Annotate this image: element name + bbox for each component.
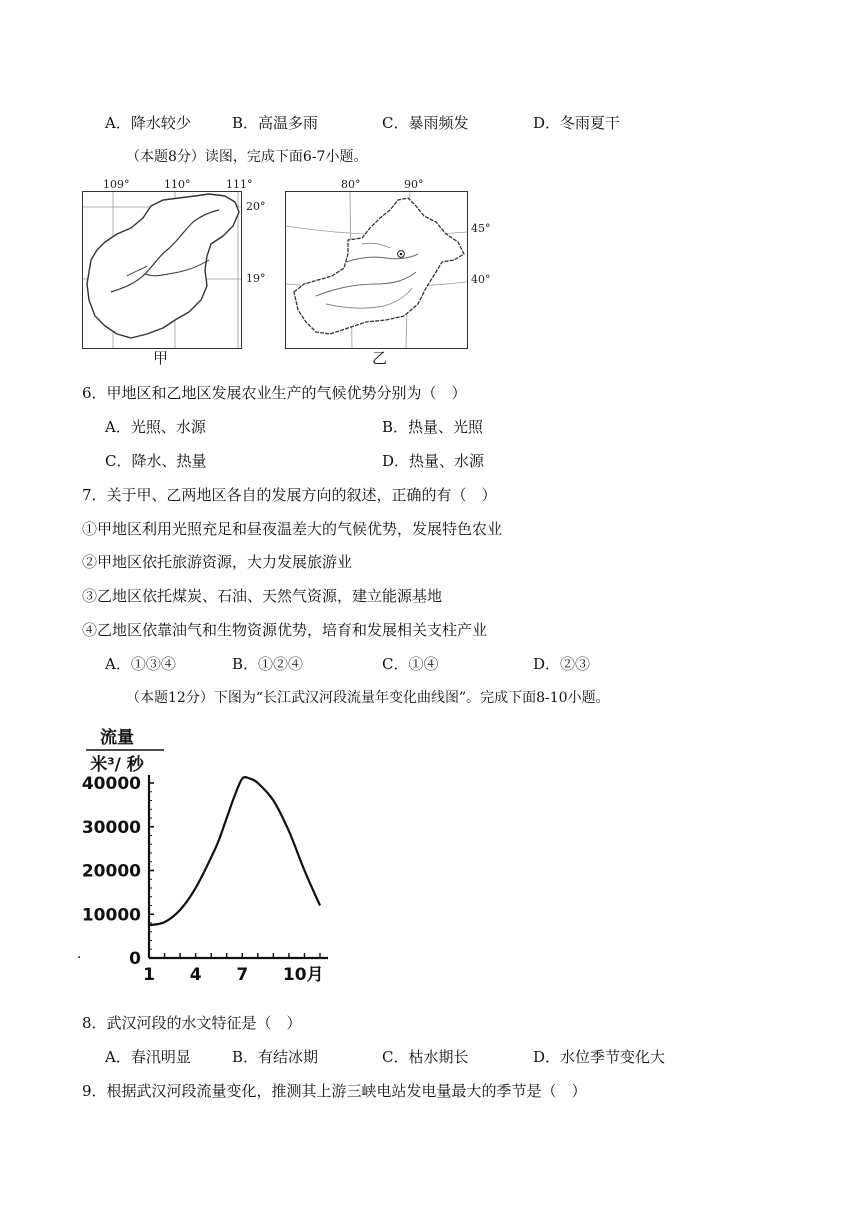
map-jia-frame bbox=[82, 191, 242, 349]
map-yi-lat-45: 45° bbox=[471, 222, 491, 235]
q6-option-b: B．热量、光照 bbox=[382, 418, 484, 436]
map-jia-caption: 甲 bbox=[153, 349, 169, 367]
q8-option-d: D．水位季节变化大 bbox=[533, 1048, 666, 1066]
x-tick-label: 10月 bbox=[282, 965, 324, 985]
map-yi-lat-40: 40° bbox=[471, 273, 491, 286]
flow-curve-line bbox=[149, 777, 320, 925]
q6-option-c: C．降水、热量 bbox=[105, 452, 207, 470]
q7-statement-4: ④乙地区依靠油气和生物资源优势，培育和发展相关支柱产业 bbox=[82, 621, 488, 639]
q7-option-d: D．②③ bbox=[533, 655, 591, 673]
flow-chart bbox=[60, 720, 350, 995]
map-yi-frame bbox=[285, 191, 468, 349]
chart-ticks bbox=[82, 774, 324, 985]
map-jia-lon-111: 111° bbox=[226, 178, 253, 191]
map-jia-drawing bbox=[83, 192, 241, 348]
q7-option-a: A．①③④ bbox=[105, 655, 176, 673]
q8-stem: 8．武汉河段的水文特征是（ ） bbox=[82, 1014, 302, 1032]
y-tick-label: 10000 bbox=[81, 905, 141, 926]
q8-option-a: A．春汛明显 bbox=[105, 1048, 191, 1066]
chart-points bbox=[149, 779, 320, 926]
map-jia-lat-20: 20° bbox=[246, 200, 266, 213]
q7-stem: 7．关于甲、乙两地区各自的发展方向的叙述，正确的有（ ） bbox=[82, 486, 497, 504]
q8-option-b: B．有结冰期 bbox=[232, 1048, 319, 1066]
q5-option-a: A．降水较少 bbox=[105, 114, 191, 132]
map-yi-drawing bbox=[286, 192, 467, 348]
map-yi-caption: 乙 bbox=[372, 349, 388, 367]
q6-option-a: A．光照、水源 bbox=[105, 418, 206, 436]
q7-option-c: C．①④ bbox=[382, 655, 439, 673]
y-tick-label: 0 bbox=[129, 949, 141, 969]
map-jia-lon-109: 109° bbox=[103, 178, 130, 191]
q8-option-c: C．枯水期长 bbox=[382, 1048, 469, 1066]
q7-statement-2: ②甲地区依托旅游资源，大力发展旅游业 bbox=[82, 553, 353, 571]
map-yi-lon-90: 90° bbox=[404, 178, 424, 191]
map-jia-lon-110: 110° bbox=[164, 178, 191, 191]
q7-statement-3: ③乙地区依托煤炭、石油、天然气资源，建立能源基地 bbox=[82, 587, 443, 605]
chart-ylabel-line1: 流量 bbox=[100, 728, 134, 748]
stray-dot: · bbox=[77, 950, 82, 966]
map-yi-lon-80: 80° bbox=[341, 178, 361, 191]
map-jia-lat-19: 19° bbox=[246, 272, 266, 285]
q5-option-c: C．暴雨频发 bbox=[382, 114, 469, 132]
q7-option-b: B．①②④ bbox=[232, 655, 304, 673]
chart-axes bbox=[149, 775, 328, 958]
flow-chart-svg bbox=[60, 720, 350, 995]
y-tick-label: 20000 bbox=[81, 861, 141, 882]
intro-6-7: （本题8分）读图，完成下面6-7小题。 bbox=[126, 149, 368, 165]
intro-8-10: （本题12分）下图为“长江武汉河段流量年变化曲线图”。完成下面8-10小题。 bbox=[126, 690, 610, 706]
x-tick-label: 7 bbox=[236, 965, 249, 985]
y-tick-label: 40000 bbox=[81, 774, 141, 794]
y-tick-label: 30000 bbox=[81, 817, 141, 838]
x-tick-label: 4 bbox=[189, 965, 202, 985]
q7-statement-1: ①甲地区利用光照充足和昼夜温差大的气候优势，发展特色农业 bbox=[82, 520, 503, 538]
chart-ylabel-line2: 米³/ 秒 bbox=[90, 755, 144, 775]
q5-option-b: B．高温多雨 bbox=[232, 114, 319, 132]
q6-stem: 6．甲地区和乙地区发展农业生产的气候优势分别为（ ） bbox=[82, 384, 467, 402]
x-tick-label: 1 bbox=[143, 965, 155, 985]
q6-option-d: D．热量、水源 bbox=[382, 452, 485, 470]
q5-option-d: D．冬雨夏干 bbox=[533, 114, 621, 132]
q9-stem: 9．根据武汉河段流量变化，推测其上游三峡电站发电量最大的季节是（ ） bbox=[82, 1082, 587, 1100]
